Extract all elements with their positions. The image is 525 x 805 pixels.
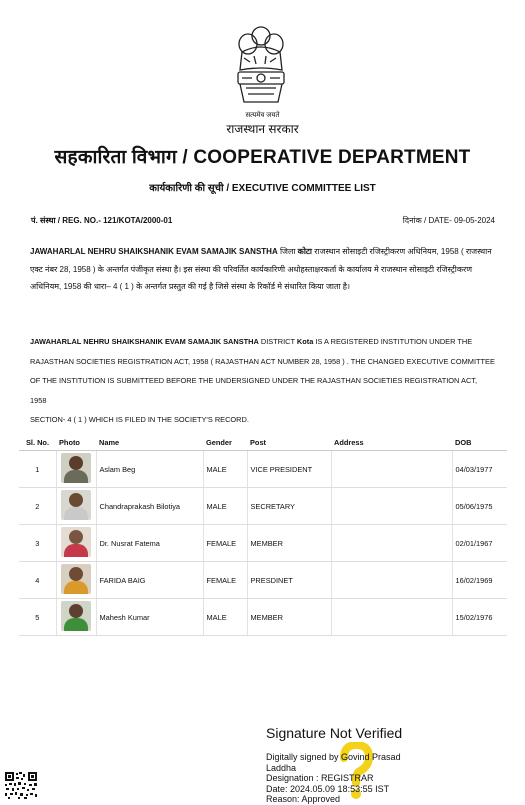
row-post: SECRETARY <box>247 488 331 525</box>
table-header-row <box>19 435 507 451</box>
english-statement <box>30 332 495 430</box>
row-address <box>331 562 452 599</box>
row-gender: FEMALE <box>203 525 247 562</box>
header-gender: Gender <box>203 435 247 451</box>
row-dob: 05/06/1975 <box>452 488 507 525</box>
table-row <box>19 525 507 562</box>
registration-number: पं. संस्था / REG. NO.- 121/KOTA/2000-01 <box>31 216 173 225</box>
society-name-hindi-para: JAWAHARLAL NEHRU SHAIKSHANIK EVAM SAMAJIK SANSTHA <box>30 247 278 256</box>
signature-signed-by: Digitally signed by Govind Prasad <box>266 752 401 762</box>
signature-date: Date: 2024.05.09 18:53:55 IST <box>266 783 390 794</box>
row-dob: 15/02/1976 <box>452 599 507 636</box>
row-dob: 16/02/1969 <box>452 562 507 599</box>
national-motto: सत्यमेव जयते <box>245 112 280 119</box>
government-name: राजस्थान सरकार <box>226 122 299 136</box>
row-name: Dr. Nusrat Fatema <box>96 525 203 562</box>
signature-status: Signature Not Verified <box>266 725 403 741</box>
row-dob: 04/03/1977 <box>452 451 507 488</box>
row-post: MEMBER <box>247 599 331 636</box>
table-row <box>19 488 507 525</box>
member-photo <box>61 453 91 483</box>
row-address <box>331 488 452 525</box>
row-sl-no: 5 <box>19 599 56 636</box>
english-text-3: SECTION- 4 ( 1 ) WHICH IS FILED IN THE SOCIETY'S RECORD. <box>30 415 249 424</box>
english-text-2: IS A REGISTERED INSTITUTION UNDER THE RAJASTHAN SOCIETIES REGISTRATION ACT, 1958 ( RAJASTHAN ACT NUMBER 28, 1958 ) . THE CHANGED EXECUTIVE COMMITTEE OF THE INSTITUTION IS SUBMITTEED BEFORE THE UNDERSIGNED UNDER THE RAJASTHAN SOCIETIES REGISTRATION ACT, 1958 <box>30 337 495 405</box>
english-text-1: DISTRICT <box>258 337 297 346</box>
row-sl-no: 1 <box>19 451 56 488</box>
header-sl-no: Sl. No. <box>19 435 56 451</box>
member-photo <box>61 490 91 520</box>
header-post: Post <box>247 435 331 451</box>
row-name: Aslam Beg <box>96 451 203 488</box>
row-post: PRESDINET <box>247 562 331 599</box>
hindi-text-1: जिला <box>277 247 298 256</box>
member-photo <box>61 564 91 594</box>
row-dob: 02/01/1967 <box>452 525 507 562</box>
row-address <box>331 599 452 636</box>
table-row <box>19 599 507 636</box>
row-gender: FEMALE <box>203 562 247 599</box>
row-name: Chandraprakash Bilotiya <box>96 488 203 525</box>
state-emblem-icon <box>230 22 292 114</box>
member-photo <box>61 601 91 631</box>
table-row <box>19 562 507 599</box>
row-sl-no: 3 <box>19 525 56 562</box>
row-sl-no: 4 <box>19 562 56 599</box>
district-hindi: कोटा <box>297 247 312 256</box>
table-row <box>19 451 507 488</box>
row-post: MEMBER <box>247 525 331 562</box>
row-name: Mahesh Kumar <box>96 599 203 636</box>
row-address <box>331 525 452 562</box>
signature-signer-surname: Laddha <box>266 762 297 773</box>
header-name: Name <box>96 435 203 451</box>
member-photo <box>61 527 91 557</box>
signature-details <box>266 752 466 805</box>
header-dob: DOB <box>452 435 507 451</box>
row-gender: MALE <box>203 599 247 636</box>
header-address: Address <box>331 435 452 451</box>
row-name: FARIDA BAIG <box>96 562 203 599</box>
row-gender: MALE <box>203 488 247 525</box>
signature-designation: Designation : REGISTRAR <box>266 773 374 783</box>
row-sl-no: 2 <box>19 488 56 525</box>
committee-table <box>19 435 507 636</box>
row-gender: MALE <box>203 451 247 488</box>
society-name-english-para: JAWAHARLAL NEHRU SHAIKSHANIK EVAM SAMAJIK SANSTHA <box>30 337 259 346</box>
header-photo: Photo <box>56 435 96 451</box>
registration-date: दिनांक / DATE- 09-05-2024 <box>402 216 495 225</box>
signature-reason: Reason: Approved <box>266 794 341 804</box>
department-title: सहकारिता विभाग / COOPERATIVE DEPARTMENT <box>54 147 471 168</box>
district-english: Kota <box>296 337 314 346</box>
row-address <box>331 451 452 488</box>
qr-code-icon <box>4 771 38 800</box>
document-subtitle: कार्यकारिणी की सूची / EXECUTIVE COMMITTEE LIST <box>149 183 376 194</box>
hindi-text-2: राजस्थान सोसाइटी रजिस्ट्रीकरण अधिनियम, 1958 ( राजस्थान एक्ट नंबर 28, 1958 ) के अन्तर्गत पंजीकृत संस्था है। इस संस्था की परिवर्तित कार्यकारिणी अधोहस्ताक्षरकर्ता के कार्यालय मे राजस्थान सोसाइटी रजिस्ट्रीकरण अधिनियम, 1958 की धारा– 4 ( 1 ) के अन्तर्गत प्रस्तुत की गई है जिसे संस्था के रिकॉर्ड मे संधारित किया जाता है। <box>30 247 492 291</box>
row-post: VICE PRESIDENT <box>247 451 331 488</box>
hindi-statement <box>30 243 495 296</box>
